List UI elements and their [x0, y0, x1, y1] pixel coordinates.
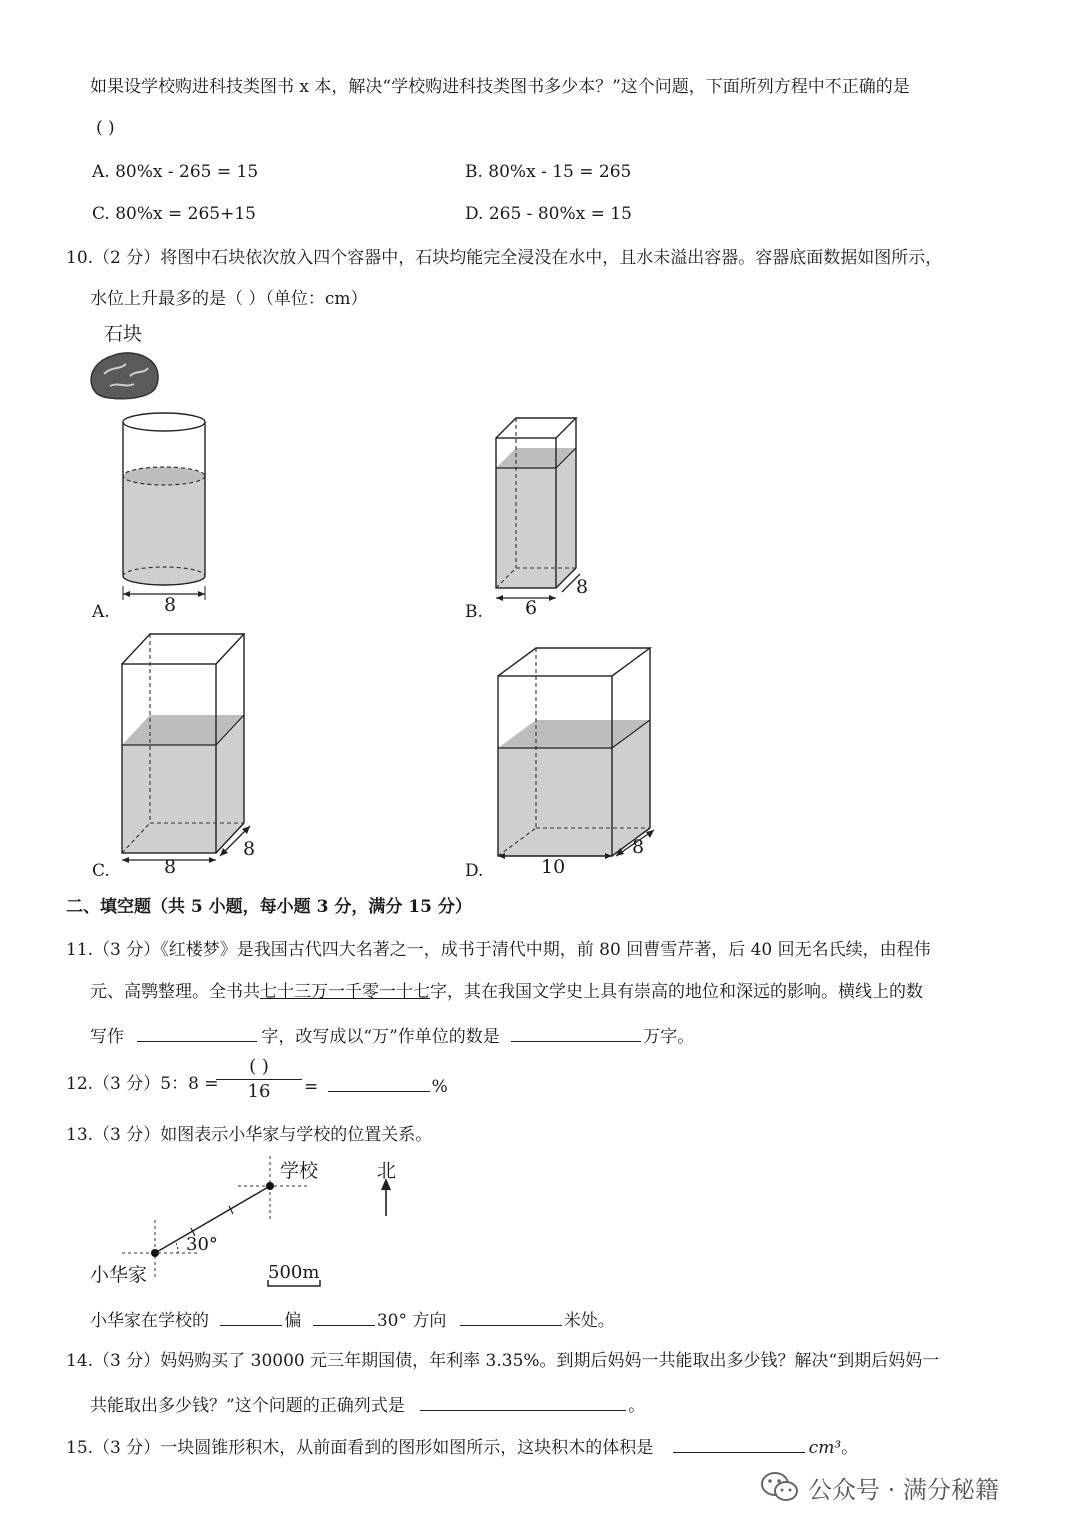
container-d-depth: 8: [632, 836, 645, 858]
q11-line2-pre: 元、高鹗整理。全书共: [90, 982, 260, 1002]
q13-ans-d: 米处。: [563, 1311, 615, 1331]
q13-blank-3[interactable]: [460, 1307, 562, 1326]
q12-numerator[interactable]: ( ): [249, 1056, 269, 1077]
q15-end: 。: [841, 1438, 859, 1458]
q9-option-c: C. 80%x = 265+15: [92, 204, 256, 224]
q13-ans-c: 30° 方向: [376, 1311, 447, 1331]
q11-blank-1[interactable]: [137, 1023, 257, 1042]
q13-ans-a: 小华家在学校的: [90, 1311, 209, 1331]
container-a-label: A.: [92, 602, 110, 622]
q12-equals-sign: =: [304, 1077, 319, 1097]
container-c-label: C.: [92, 861, 110, 881]
q11-line1: 11.（3 分）《红楼梦》是我国古代四大名著之一，成书于清代中期，前 80 回曹雪芹著，后 40 回无名氏续，由程伟: [66, 940, 931, 960]
q12-fraction: [216, 1056, 302, 1102]
q11-write-label: 写作: [90, 1027, 124, 1047]
q9-option-d: D. 265 - 80%x = 15: [465, 204, 632, 224]
container-b-label: B.: [465, 602, 483, 622]
q11-line2-post: 字，其在我国文学史上具有崇高的地位和深远的影响。横线上的数: [430, 982, 923, 1002]
container-b-depth: 8: [576, 576, 589, 598]
q13-north-label: 北: [377, 1160, 397, 1182]
container-a-diameter: 8: [164, 594, 177, 616]
wechat-icon: [760, 1470, 800, 1504]
stone-label: 石块: [104, 323, 143, 345]
q10-line1: 10.（2 分）将图中石块依次放入四个容器中，石块均能完全浸没在水中，且水未溢出容器。容器底面数据如图所示，: [66, 248, 943, 268]
container-c-depth: 8: [243, 838, 256, 860]
container-b-width: 6: [525, 597, 538, 619]
q9-option-b: B. 80%x - 15 = 265: [465, 162, 632, 182]
q13-scale-label: 500m: [268, 1262, 320, 1283]
q10-line2: 水位上升最多的是（ ）（单位：cm）: [90, 289, 368, 309]
q13-blank-1[interactable]: [220, 1307, 282, 1326]
section-2-title: 二、填空题（共 5 小题，每小题 3 分，满分 15 分）: [66, 897, 472, 917]
container-d-width: 10: [541, 856, 566, 878]
container-c: [112, 628, 262, 868]
q12-equals: [304, 1073, 448, 1098]
container-c-width: 8: [164, 856, 177, 878]
q12-prefix: 12.（3 分）5：8 =: [66, 1074, 219, 1094]
q11-underlined-number: 七十三万一千零一十七: [260, 982, 430, 1002]
q12-fraction-bar: [216, 1079, 302, 1080]
q11-line3: [90, 1023, 694, 1048]
q11-line2: [90, 981, 923, 1003]
q14-line2: [90, 1392, 645, 1417]
q13-home-label: 小华家: [90, 1264, 148, 1286]
q11-blank-2[interactable]: [511, 1023, 641, 1042]
container-a: [110, 408, 220, 608]
q14-line2-text: 共能取出多少钱？”这个问题的正确列式是: [90, 1396, 405, 1416]
q13-angle-label: 30°: [186, 1234, 218, 1255]
stone-figure: [86, 346, 162, 402]
watermark-text: 公众号 · 满分秘籍: [808, 1475, 999, 1504]
q14-line1: 14.（3 分）妈妈购买了 30000 元三年期国债，年利率 3.35%。到期后妈妈一共能取出多少钱？解决“到期后妈妈一: [66, 1351, 940, 1371]
q15-unit: cm³: [808, 1438, 842, 1458]
q9-answer-paren: ( ): [96, 118, 115, 138]
q14-end: 。: [628, 1396, 646, 1416]
watermark: [760, 1467, 999, 1507]
q13-answer-line: [90, 1307, 615, 1332]
q12-percent: %: [431, 1077, 448, 1097]
q13-school-label: 学校: [280, 1160, 319, 1182]
q15-line1: [66, 1434, 858, 1459]
q15-blank[interactable]: [673, 1434, 805, 1453]
q15-text: 15.（3 分）一块圆锥形积木，从前面看到的图形如图所示，这块积木的体积是: [66, 1438, 654, 1458]
q12-blank[interactable]: [328, 1073, 430, 1092]
q9-option-a: A. 80%x - 265 = 15: [92, 162, 259, 182]
q14-blank[interactable]: [420, 1392, 626, 1411]
q13-ans-b: 偏: [284, 1311, 302, 1331]
q9-line1: 如果设学校购进科技类图书 x 本，解决“学校购进科技类图书多少本？”这个问题，下面所列方程中不正确的是: [90, 77, 910, 97]
q11-end: 万字。: [643, 1027, 695, 1047]
container-d-label: D.: [465, 861, 484, 881]
q13-line1: 13.（3 分）如图表示小华家与学校的位置关系。: [66, 1125, 433, 1145]
q12-denominator: 16: [247, 1081, 271, 1102]
q13-blank-2[interactable]: [313, 1307, 375, 1326]
q11-rewrite-label: 字，改写成以“万”作单位的数是: [261, 1027, 500, 1047]
